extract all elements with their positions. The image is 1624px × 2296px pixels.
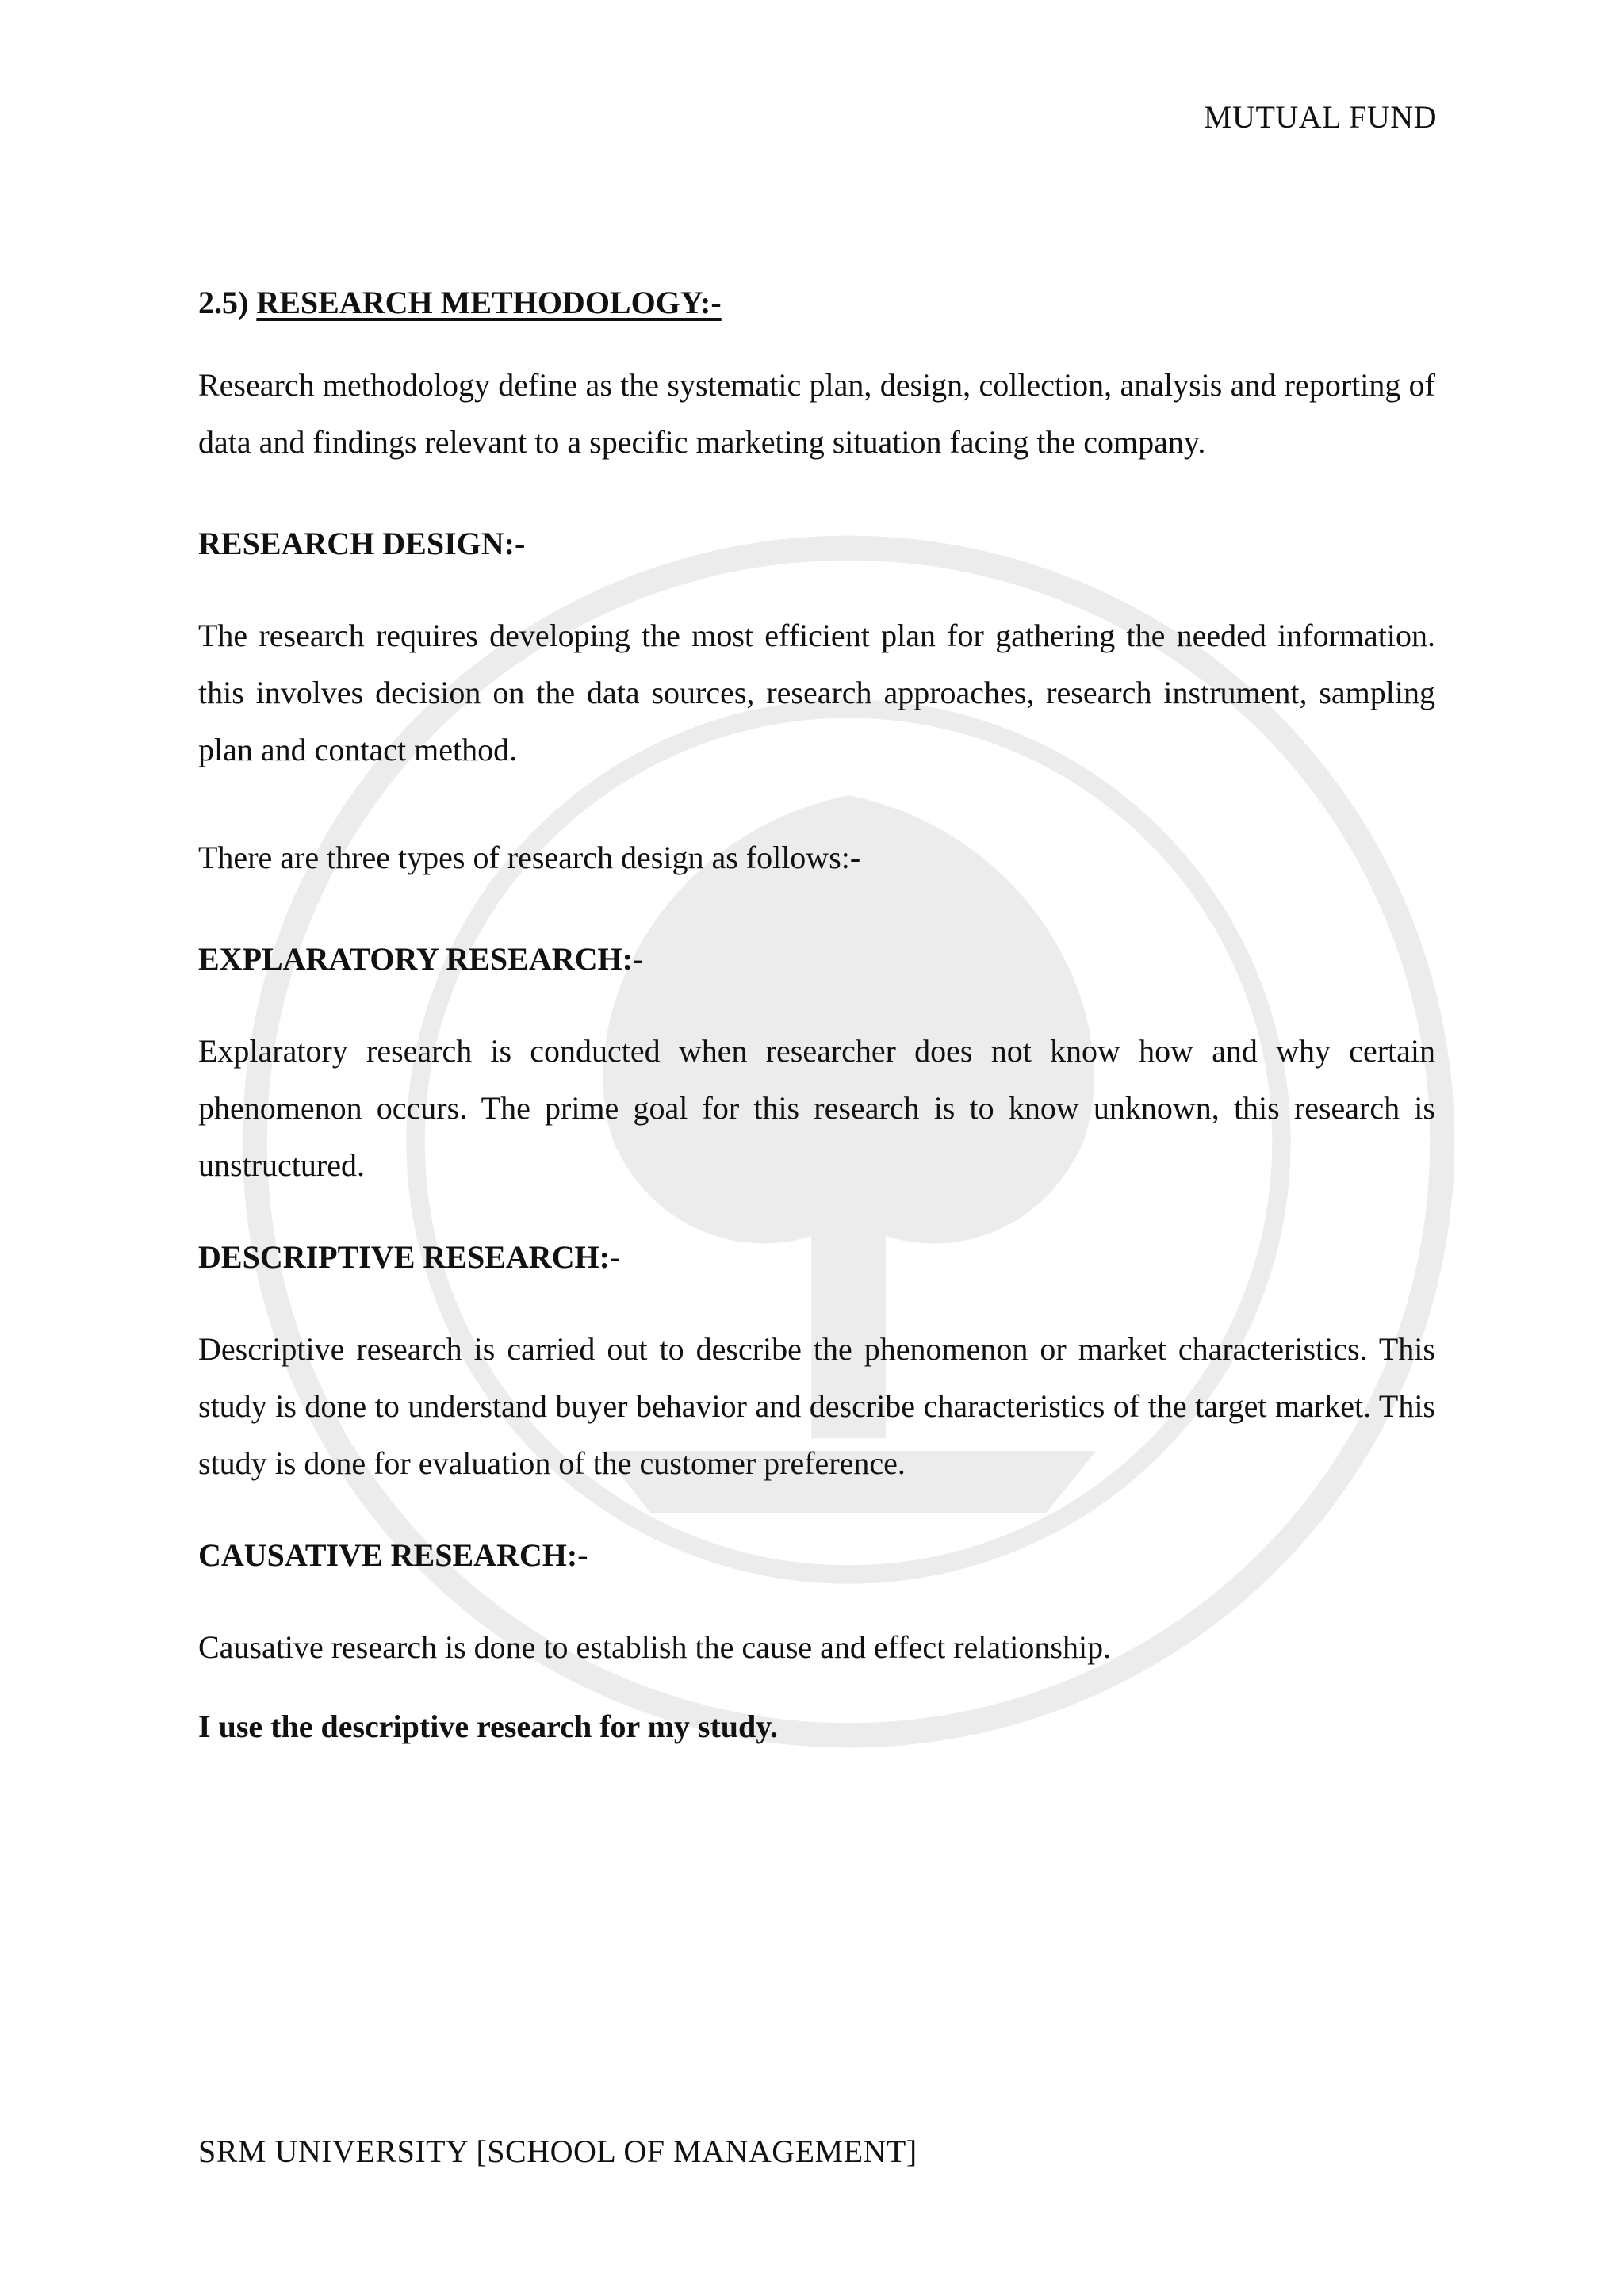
exploratory-paragraph: Explaratory research is conducted when researcher does not know how and why certain phenomenon occurs. The prime goal for this research is to know unknown, this research is unstructured. xyxy=(198,1033,1435,1183)
section-title xyxy=(198,281,1435,325)
conclusion-statement: I use the descriptive research for my study. xyxy=(198,1709,779,1744)
descriptive-heading: DESCRIPTIVE RESEARCH:- xyxy=(198,1239,621,1275)
intro-paragraph: Research methodology define as the systematic plan, design, collection, analysis and reporting of data and findings relevant to a specific marketing situation facing the company. xyxy=(198,367,1435,460)
page-content xyxy=(198,281,1459,1749)
section-title-text: RESEARCH METHODOLOGY:- xyxy=(256,285,722,320)
research-types-intro: There are three types of research design as follows:- xyxy=(198,840,861,875)
research-design-paragraph: The research requires developing the most efficient plan for gathering the needed information. this involves decision on the data sources, research approaches, research instrument, sampling plan and contact method. xyxy=(198,618,1435,767)
section-number: 2.5) xyxy=(198,285,249,320)
causative-heading: CAUSATIVE RESEARCH:- xyxy=(198,1537,588,1573)
running-footer: SRM UNIVERSITY [SCHOOL OF MANAGEMENT] xyxy=(198,2133,917,2169)
exploratory-heading: EXPLARATORY RESEARCH:- xyxy=(198,941,644,977)
research-design-heading: RESEARCH DESIGN:- xyxy=(198,526,526,561)
causative-paragraph: Causative research is done to establish the cause and effect relationship. xyxy=(198,1629,1112,1665)
running-header: MUTUAL FUND xyxy=(1203,99,1437,135)
descriptive-paragraph: Descriptive research is carried out to describe the phenomenon or market characteristics. This study is done to understand buyer behavior and describe characteristics of the target market. This study is done for evaluation of the customer preference. xyxy=(198,1331,1459,1481)
